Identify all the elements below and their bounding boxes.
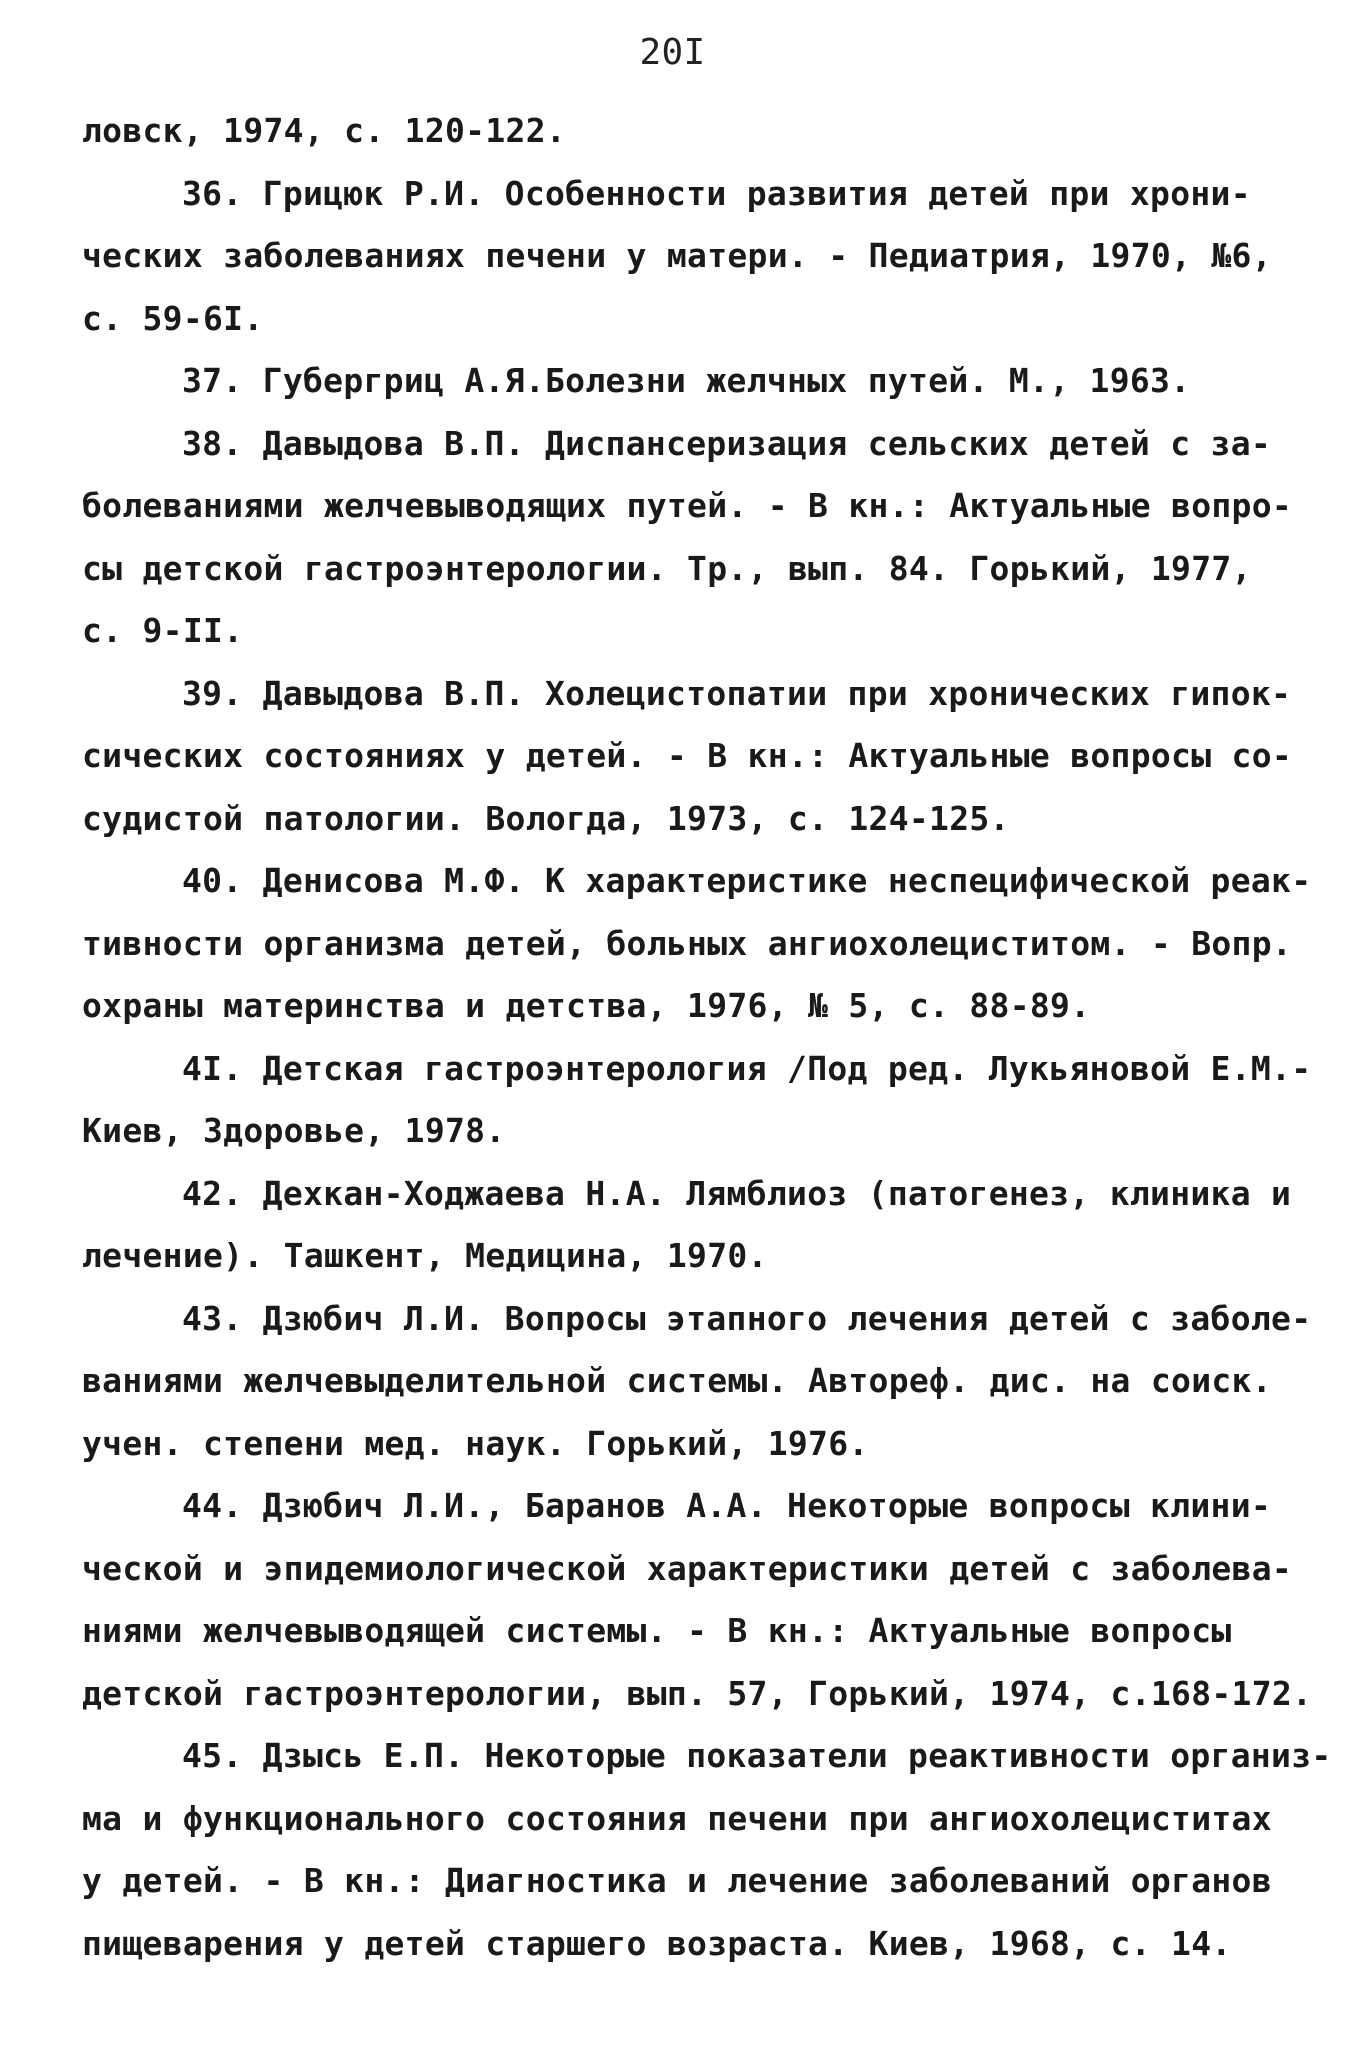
reference-line: детской гастроэнтерологии, вып. 57, Горький, 1974, с.168-172. xyxy=(82,1673,1313,1713)
reference-line: с. 9-II. xyxy=(82,611,244,650)
reference-entry-39 xyxy=(82,663,1293,851)
reference-entry-36 xyxy=(82,163,1272,351)
reference-line: сических состояниях у детей. - В кн.: Актуальные вопросы со- xyxy=(82,736,1293,775)
reference-list xyxy=(82,100,1332,1975)
reference-line: ческой и эпидемиологической характеристики детей с заболева- xyxy=(82,1548,1293,1588)
reference-entry-42 xyxy=(82,1163,1292,1288)
page-number: 20I xyxy=(639,32,706,73)
reference-entry-41 xyxy=(82,1038,1312,1163)
reference-entry-45 xyxy=(82,1725,1332,1975)
reference-line: Киев, Здоровье, 1978. xyxy=(82,1111,506,1150)
reference-entry-40 xyxy=(82,850,1312,1038)
reference-entry-37 xyxy=(82,350,1272,413)
reference-line: 45. Дзысь Е.П. Некоторые показатели реактивности организ- xyxy=(182,1736,1332,1775)
reference-line: 38. Давыдова В.П. Диспансеризация сельских детей с за- xyxy=(182,423,1272,463)
reference-line: ваниями желчевыделительной системы. Автореф. дис. на соиск. xyxy=(82,1361,1272,1400)
reference-line: 40. Денисова М.Ф. К характеристике неспецифической реак- xyxy=(182,861,1312,900)
reference-line: у детей. - В кн.: Диагностика и лечение заболеваний органов xyxy=(82,1861,1272,1900)
reference-line: ниями желчевыводящей системы. - В кн.: Актуальные вопросы xyxy=(82,1611,1232,1650)
reference-line: тивности организма детей, больных ангиохолециститом. - Вопр. xyxy=(82,923,1293,963)
reference-line: лечение). Ташкент, Медицина, 1970. xyxy=(82,1236,768,1275)
reference-line: с. 59-6I. xyxy=(82,298,264,338)
reference-line: охраны материнства и детства, 1976, № 5, с. 88-89. xyxy=(82,986,1091,1025)
reference-line: 37. Губергриц А.Я.Болезни желчных путей. М., 1963. xyxy=(182,361,1191,400)
reference-line: 42. Дехкан-Ходжаева Н.А. Лямблиоз (патогенез, клиника и xyxy=(182,1173,1292,1213)
reference-line: 36. Грицюк Р.И. Особенности развития детей при хрони- xyxy=(182,173,1251,213)
reference-line: учен. степени мед. наук. Горький, 1976. xyxy=(82,1423,869,1463)
reference-line: 43. Дзюбич Л.И. Вопросы этапного лечения детей с заболе- xyxy=(182,1298,1312,1338)
reference-line: болеваниями желчевыводящих путей. - В кн.: Актуальные вопро- xyxy=(82,486,1293,525)
reference-line: 44. Дзюбич Л.И., Баранов А.А. Некоторые вопросы клини- xyxy=(182,1486,1272,1525)
reference-entry-44 xyxy=(82,1475,1313,1725)
reference-line: ма и функционального состояния печени при ангиохолециститах xyxy=(82,1798,1272,1838)
reference-line: пищеварения у детей старшего возраста. Киев, 1968, с. 14. xyxy=(82,1923,1232,1963)
reference-line: 4I. Детская гастроэнтерология /Под ред. Лукьяновой Е.М.- xyxy=(182,1048,1312,1088)
reference-line: ческих заболеваниях печени у матери. - Педиатрия, 1970, №6, xyxy=(82,236,1272,275)
reference-entry-38 xyxy=(82,413,1293,663)
reference-line: ловск, 1974, с. 120-122. xyxy=(82,111,567,150)
reference-entry-continuation xyxy=(82,100,1272,163)
reference-line: 39. Давыдова В.П. Холецистопатии при хронических гипок- xyxy=(182,673,1292,713)
reference-line: сы детской гастроэнтерологии. Тр., вып. 84. Горький, 1977, xyxy=(82,548,1252,588)
reference-entry-43 xyxy=(82,1288,1312,1476)
reference-line: судистой патологии. Вологда, 1973, с. 124-125. xyxy=(82,798,1010,838)
